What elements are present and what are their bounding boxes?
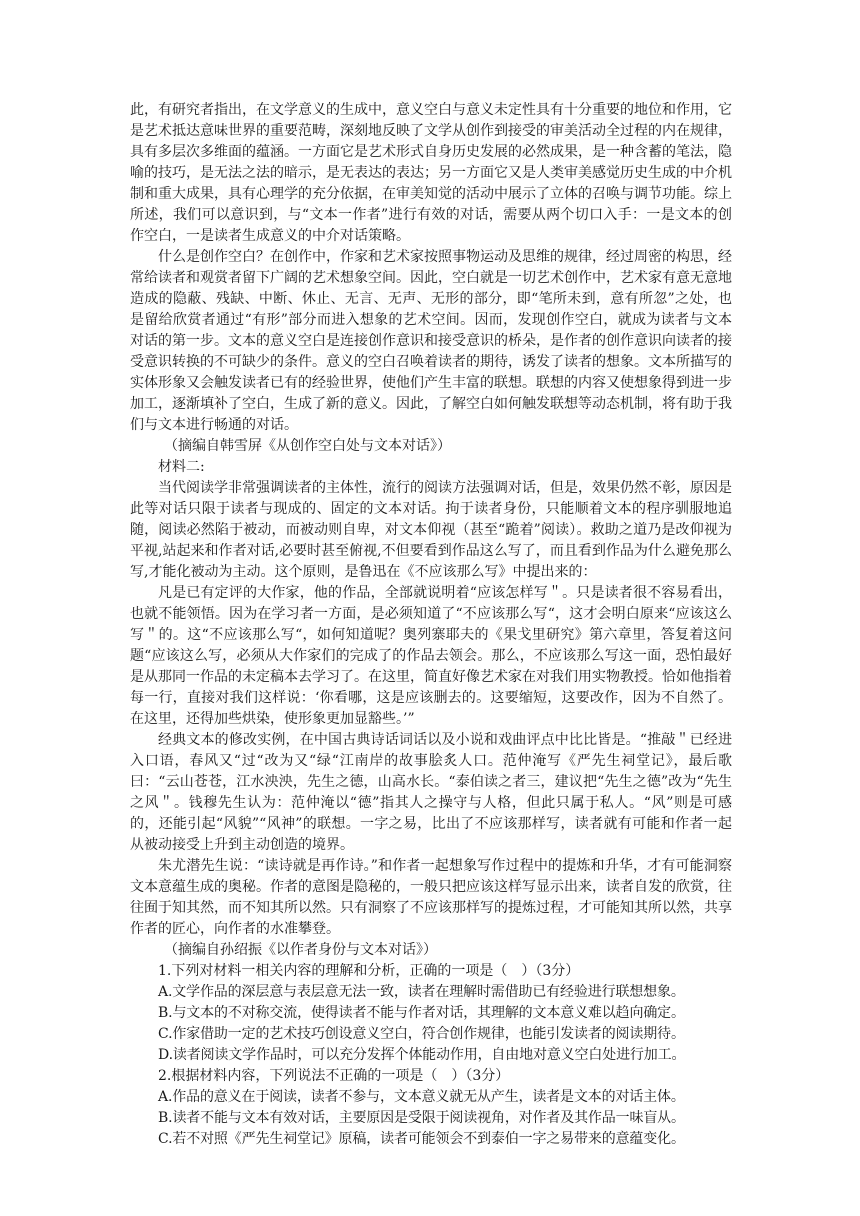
material-one-paragraph-2: 什么是创作空白？在创作中，作家和艺术家按照事物运动及思维的规律，经过周密的构思，经常给读者和观赏者留下广阔的艺术想象空间。因此，空白就是一切艺术创作中，艺术家有意无意地造成的隐蔽、残缺、中断、休止、无言、无声、无形的部分，即“笔所未到，意有所忽”之处，也是留给欣赏者通过“有形”部分而进入想象的艺术空间。因而，发现创作空白，就成为读者与文本对话的第一步。文本的意义空白是连接创作意识和接受意识的桥朵，是作者的创作意识向读者的接受意识转换的不可缺少的条件。意义的空白召唤着读者的期待，诱发了读者的想象。文本所描写的实体形象又会触发读者已有的经验世界，使他们产生丰富的联想。联想的内容又使想象得到进一步加工，逐渐填补了空白，生成了新的意义。因此，了解空白如何触发联想等动态机制，将有助于我们与文本进行畅通的对话。	[130, 249, 732, 433]
material-two-paragraph-2: 凡是已有定评的大作家，他的作品，全部就说明着“应该怎样写＂。只是读者很不容易看出，也就不能领悟。因为在学习者一方面，是必须知道了“不应该那么写“，这才会明白原来“应该这么写＂的。这“不应该那么写“，如何知道呢？奥列寨耶夫的《果戈里研究》第六章里，答复着这问题“应该这么写，必须从大作家们的完成了的作品去领会。那么，不应该那么写这一面，恐怕最好是从那同一作品的未定稿本去学习了。在这里，简直好像艺术家在对我们用实物教授。恰如他指着每一行，直接对我们这样说：‘你看哪，这是应该删去的。这要缩短，这要改作，因为不自然了。在这里，还得加些烘染，使形象更加显豁些。’”	[130, 585, 732, 727]
question-1-option-a[interactable]: A.文学作品的深层意与表层意无法一致，读者在理解时需借助已有经验进行联想想象。	[158, 984, 685, 1000]
question-1-option-d[interactable]: D.读者阅读文学作品时，可以充分发挥个体能动作用，自由地对意义空白处进行加工。	[158, 1047, 686, 1063]
question-2-stem: 2.根据材料内容，下列说法不正确的一项是（ ）（3分）	[158, 1068, 510, 1084]
material-one-source: （摘编自韩雪屏《从创作空白处与文本对话》）	[164, 438, 451, 454]
question-1-stem: 1.下列对材料一相关内容的理解和分析，正确的一项是（ ）（3分）	[158, 963, 580, 979]
material-two-paragraph-3: 经典文本的修改实例，在中国古典诗话词话以及小说和戏曲评点中比比皆是。“推敲＂已经进入口语，春风又“过“改为又“绿“江南岸的故事脍炙人口。范仲淹写《严先生祠堂记》，最后歌曰：“云山苍苍，江水泱泱，先生之德，山高水长。“泰伯读之者三，建议把“先生之德”改为“先生之风＂。钱穆先生认为：范仲淹以“德”指其人之操守与人格，但此只属于私人。“风”则是可感的，还能引起“风貌”“风神”的联想。一字之易，比出了不应该那样写，读者就有可能和作者一起从被动接受上升到主动创造的境界。	[130, 732, 732, 853]
question-2-option-b[interactable]: B.读者不能与文本有效对话，主要原因是受限于阅读视角，对作者及其作品一味盲从。	[158, 1110, 685, 1126]
material-one-paragraph-1: 此，有研究者指出，在文学意义的生成中，意义空白与意义未定性具有十分重要的地位和作用，它是艺术抵达意味世界的重要范畴，深刻地反映了文学从创作到接受的审美活动全过程的内在规律，具有多层次多维面的蕴涵。一方面它是艺术形式自身历史发展的必然成果，是一种含蓄的笔法，隐喻的技巧，是无法之法的暗示，是无表达的表达；另一方面它又是人类审美感觉历史生成的中介机制和重大成果，具有心理学的充分依据，在审美知觉的活动中展示了立体的召唤与调节功能。综上所述，我们可以意识到，与“文本一作者”进行有效的对话，需要从两个切口入手：一是文本的创作空白，一是读者生成意义的中介对话策略。	[130, 102, 732, 244]
material-two-source: （摘编自孙绍振《以作者身份与文本对话》）	[164, 942, 437, 958]
material-two-label: 材料二:	[158, 459, 205, 475]
question-2-option-c[interactable]: C.若不对照《严先生祠堂记》原稿，读者可能领会不到泰伯一字之易带来的意蕴变化。	[158, 1131, 685, 1147]
question-1-option-c[interactable]: C.作家借助一定的艺术技巧创设意义空白，符合创作规律，也能引发读者的阅读期待。	[158, 1026, 685, 1042]
question-2-option-a[interactable]: A.作品的意义在于阅读，读者不参与，文本意义就无从产生，读者是文本的对话主体。	[158, 1089, 685, 1105]
material-two-paragraph-1: 当代阅读学非常强调读者的主体性，流行的阅读方法强调对话，但是，效果仍然不彰，原因是此等对话只限于读者与现成的、固定的文本对话。拘于读者身份，只能顺着文本的程序驯服地追随，阅读必然陷于被动，而被动则自卑，对文本仰视（甚至“跪着”阅读）。救助之道乃是改仰视为平视,站起来和作者对话,必要时甚至俯视,不但要看到作品这么写了，而且看到作品为什么避免那么写,才能化被动为主动。这个原则，是鲁迅在《不应该那么写》中提出来的：	[130, 480, 732, 580]
question-1-option-b[interactable]: B.与文本的不对称交流，使得读者不能与作者对话，其理解的文本意义难以趋向确定。	[158, 1005, 685, 1021]
exam-page	[130, 100, 732, 1150]
material-two-paragraph-4: 朱尤潜先生说：“读诗就是再作诗。”和作者一起想象写作过程中的提炼和升华，才有可能洞察文本意蕴生成的奥秘。作者的意图是隐秘的，一般只把应该这样写显示出来，读者自发的欣赏，往往囿于知其然，而不知其所以然。只有洞察了不应该那样写的提炼过程，才可能知其所以然，共享作者的匠心，向作者的水准攀登。	[130, 858, 732, 937]
